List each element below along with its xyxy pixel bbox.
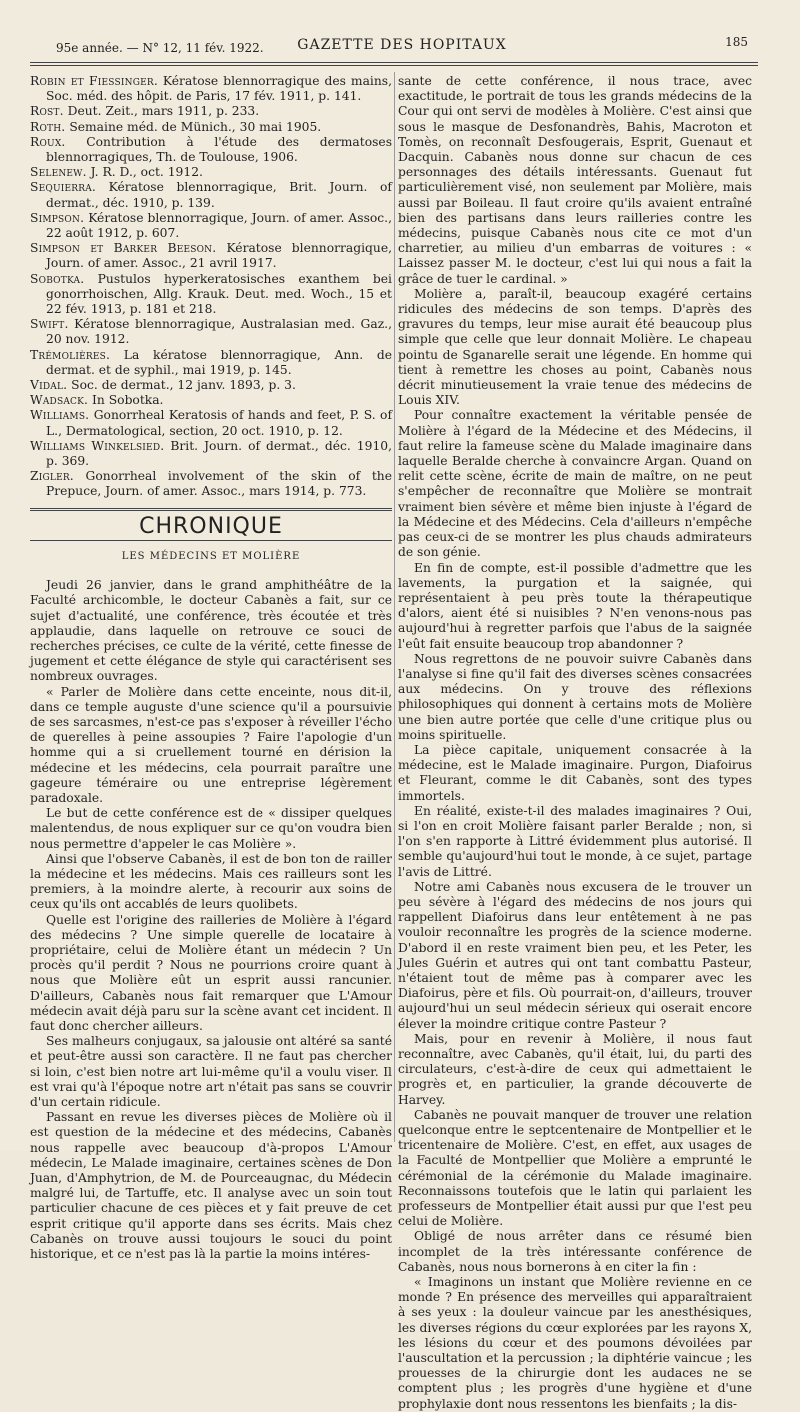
reference-author: Vidal.: [30, 378, 68, 393]
article-paragraph: « Parler de Molière dans cette enceinte, nous dit-il, dans ce temple auguste d'une science qu'il a poursuivie de ses sarcasmes, n'est-ce pas s'exposer à réveiller l'écho de querelles à peine assoupies ? Faire l'apologie d'un homme qui a si cruellement tourné en dérision la médecine et les médecins, cela pourrait paraître une gageure téméraire ou une entreprise légèrement paradoxale.: [30, 684, 392, 805]
article-paragraph: Le but de cette conférence est de « dissiper quelques malentendus, de nous expliquer sur ce qu'on voudra bien nous permettre d'appeler le cas Molière ».: [30, 806, 392, 851]
reference-entry: [30, 317, 392, 347]
reference-text: Contribution à l'étude des dermatoses blennorragiques, Th. de Toulouse, 1906.: [46, 134, 392, 165]
reference-author: Zigler.: [30, 469, 74, 484]
article-paragraph: Jeudi 26 janvier, dans le grand amphithéâtre de la Faculté archicomble, le docteur Cabanès a fait, sur ce sujet d'actualité, une conférence, très écoutée et très applaudie, dans laquelle on retrouve ce souci de recherches précises, ce culte de la vérité, cette finesse de jugement et cette élégance de style qui caractérisent ses nombreux ouvrages.: [30, 578, 392, 684]
article-paragraph: Passant en revue les diverses pièces de Molière où il est question de la médecine et des médecins, Cabanès nous rappelle avec beaucoup d'à-propos L'Amour médecin, Le Malade imaginaire, certaines scènes de Don Juan, d'Amphytrion, de M. de Pourceaugnac, du Médecin malgré lui, de Tartuffe, etc. Il analyse avec un soin tout particulier chacune de ces pièces et y fait preuve de cet esprit critique qu'il apporte dans ses écrits. Mais chez Cabanès on trouve aussi toujours le souci du point historique, et ce n'est pas là la partie la moins intéres-: [30, 1110, 392, 1262]
article-left-text: [30, 578, 392, 1262]
reference-author: Rost.: [30, 104, 64, 119]
article-paragraph: Obligé de nous arrêter dans ce résumé bien incomplet de la très intéressante conférence de Cabanès, nous nous bornerons à en citer la fin :: [398, 1229, 752, 1274]
reference-author: Williams.: [30, 408, 90, 423]
reference-author: Simpson et Barker Beeson.: [30, 241, 217, 256]
reference-text: La kératose blennorragique, Ann. de dermat. et de syphil., mai 1919, p. 145.: [46, 347, 392, 377]
article-paragraph: Ainsi que l'observe Cabanès, il est de bon ton de railler la médecine et les médecins. Mais ces railleurs sont les premiers, à la moindre alerte, à recourir aux soins de ceux qu'ils ont accablés de leurs quolibets.: [30, 851, 392, 912]
issue-info: 95e année. — N° 12, 11 fév. 1922.: [56, 41, 264, 55]
reference-text: Kératose blennorragique des mains, Soc. méd. des hôpit. de Paris, 17 fév. 1911, p. 141.: [46, 74, 392, 104]
journal-title: GAZETTE DES HOPITAUX: [297, 37, 507, 53]
reference-text: Deut. Zeit., mars 1911, p. 233.: [63, 104, 260, 119]
article-paragraph: Mais, pour en revenir à Molière, il nous faut reconnaître, avec Cabanès, qu'il était, lui, du parti des circulateurs, c'est-à-dire de ceux qui admettaient le progrès et, en particulier, la grande découverte de Harvey.: [398, 1031, 752, 1107]
article-paragraph: Nous regrettons de ne pouvoir suivre Cabanès dans l'analyse si fine qu'il fait des diverses scènes consacrées aux médecins. On y trouve des réflexions philosophiques qui donnent à certains mots de Molière une bien autre portée que celle d'une critique plus ou moins spirituelle.: [398, 651, 752, 742]
reference-text: Kératose blennorragique, Journ. of amer. Assoc., 21 avril 1917.: [46, 241, 393, 271]
section-title: CHRONIQUE: [139, 513, 283, 539]
reference-entry: [30, 74, 392, 104]
article-paragraph: Molière a, paraît-il, beaucoup exagéré certains ridicules des médecins de son temps. D'après des gravures du temps, leur mise aurait été beaucoup plus simple que celle que leur donnait Molière. Le chapeau pointu de Sganarelle serait une légende. En homme qui tient à remettre les choses au point, Cabanès nous décrit minutieusement la vraie tenue des médecins de Louis XIV.: [398, 286, 752, 408]
article-paragraph: « Imaginons un instant que Molière revienne en ce monde ? En présence des merveilles qui apparaîtraient à ses yeux : la douleur vaincue par les anesthésiques, les diverses régions du cœur explorées par les rayons X, les lésions du cœur et des poumons dévoilées par l'auscultation et la percussion ; la diphtérie vaincue ; les prouesses de la chirurgie dont les audaces ne se comptent plus ; les progrès d'une hygiène et d'une prophylaxie dont nous ressentons les bienfaits ; la dis-: [398, 1275, 752, 1411]
reference-text: Kératose blennorragique, Brit. Journ. of dermat., déc. 1910, p. 139.: [46, 180, 392, 210]
reference-author: Robin et Fiessinger.: [30, 74, 158, 88]
article-paragraph: Ses malheurs conjugaux, sa jalousie ont altéré sa santé et peut-être aussi son caractère. Il ne faut pas chercher si loin, c'est bien notre art lui-même qu'il a voulu viser. Il est vrai qu'à l'époque notre art n'était pas sans se couvrir d'un certain ridicule.: [30, 1034, 392, 1109]
article-paragraph: La pièce capitale, uniquement consacrée à la médecine, est le Malade imaginaire. Purgon, Diafoirus et Fleurant, comme le dit Cabanès, sont des types immortels.: [398, 742, 752, 803]
reference-author: Wadsack.: [30, 393, 89, 408]
article-paragraph: sante de cette conférence, il nous trace, avec exactitude, le portrait de tous les grands médecins de la Cour qui ont servi de modèles à Molière. C'est ainsi que sous le masque de Desfonandrès, Bahis, Macroton et Tomès, on reconnaît Desfougerais, Esprit, Guenaut et Dacquin. Cabanès nous donne sur chacun de ces personnages des détails intéressants. Guenaut fut particulièrement visé, non seulement par Molière, mais aussi par Boileau. Il faut croire qu'ils avaient entraîné bien des partisans dans leurs railleries contre les médecins, puisque Cabanès nous cite ce mot d'un charretier, au milieu d'un embarras de voitures : « Laissez passer M. le docteur, c'est lui qui nous a fait la grâce de tuer le cardinal. »: [398, 74, 752, 286]
reference-author: Roth.: [30, 119, 66, 134]
reference-text: In Sobotka.: [88, 393, 164, 408]
reference-list: [30, 74, 392, 500]
reference-entry: [30, 393, 392, 408]
left-column: [30, 74, 393, 1262]
reference-entry: [30, 439, 392, 469]
article-paragraph: Quelle est l'origine des railleries de Molière à l'égard des médecins ? Une simple querelle de locataire à propriétaire, celui de Molière étant un médecin ? Un procès qu'il perdit ? Nous ne pourrions croire quant à nous que Molière eût un esprit aussi rancunier. D'ailleurs, Cabanès nous fait remarquer que L'Amour médecin avait déjà paru sur la scène avant cet incident. Il faut donc chercher ailleurs.: [30, 912, 392, 1033]
article-paragraph: Notre ami Cabanès nous excusera de le trouver un peu sévère à l'égard des médecins de nos jours qui rappellent Diafoirus dans leur entêtement à ne pas vouloir reconnaître les progrès de la science moderne. D'abord il en reste vraiment bien peu, et les Peter, les Jules Guérin et autres qui ont tant combattu Pasteur, n'étaient tout de même pas à comparer avec les Diafoirus, père et fils. Où pourrait-on, d'ailleurs, trouver aujourd'hui un seul médecin sérieux qui oserait encore élever la moindre critique contre Pasteur ?: [398, 879, 752, 1031]
reference-entry: [30, 272, 392, 318]
reference-entry: [30, 120, 392, 135]
article-paragraph: Pour connaître exactement la véritable pensée de Molière à l'égard de la Médecine et des Médecins, il faut relire la fameuse scène du Malade imaginaire dans laquelle Beralde cherche à convaincre Argan. Quand on relit cette scène, écrite de main de maître, on ne peut s'empêcher de reconnaître que Molière se montrait vraiment bien sévère et même bien injuste à l'égard de la Médecine et des Médecins. Cela d'ailleurs n'empêche pas ceux-ci de se montrer les plus chauds admirateurs de son génie.: [398, 408, 752, 560]
reference-text: Soc. de dermat., 12 janv. 1893, p. 3.: [67, 378, 296, 393]
right-column: [398, 74, 752, 1411]
reference-text: Semaine méd. de Münich., 30 mai 1905.: [65, 119, 322, 134]
reference-entry: [30, 378, 392, 393]
reference-entry: [30, 211, 392, 241]
reference-text: Pustulos hyperkeratosisches exanthem bei gonorrhoischen, Allg. Krauk. Deut. med. Woch., 15 et 22 fév. 1913, p. 181 et 218.: [46, 271, 392, 317]
reference-author: Sobotka.: [30, 271, 85, 286]
reference-entry: [30, 180, 392, 210]
reference-author: Trémolières.: [30, 347, 111, 362]
header-rule-top: [30, 62, 758, 63]
reference-text: Kératose blennorragique, Australasian med. Gaz., 20 nov. 1912.: [46, 317, 392, 347]
article-subtitle: LES MÉDECINS ET MOLIÈRE: [121, 550, 301, 562]
reference-entry: [30, 408, 392, 438]
reference-author: Williams Winkelsied.: [30, 438, 165, 453]
header-rule-bottom: [30, 65, 758, 66]
reference-entry: [30, 135, 392, 165]
reference-entry: [30, 348, 392, 378]
reference-entry: [30, 469, 392, 499]
article-right-text: [398, 74, 752, 1412]
reference-author: Roux.: [30, 134, 66, 149]
reference-entry: [30, 165, 392, 180]
reference-text: Brit. Journ. of dermat., déc. 1910, p. 369.: [46, 438, 392, 469]
article-paragraph: En fin de compte, est-il possible d'admettre que les lavements, la purgation et la saignée, qui représentaient à peu près toute la thérapeutique d'alors, aient été si nuisibles ? N'en venons-nous pas aujourd'hui à regretter parfois que l'abus de la saignée l'eût fait ensuite beaucoup trop abandonner ?: [398, 560, 752, 651]
reference-text: Kératose blennorragique, Journ. of amer. Assoc., 22 août 1912, p. 607.: [46, 210, 392, 241]
page-header: [56, 33, 748, 59]
column-separator: [394, 72, 395, 1142]
reference-author: Swift.: [30, 317, 69, 332]
article-paragraph: En réalité, existe-t-il des malades imaginaires ? Oui, si l'on en croit Molière faisant parler Beralde ; non, si l'on s'en rapporte à Littré évidemment plus autorisé. Il semble qu'aujourd'hui tout le monde, à ce sujet, partage l'avis de Littré.: [398, 803, 752, 879]
reference-text: Gonorrheal involvement of the skin of the Prepuce, Journ. of amer. Assoc., mars 1914, p. 773.: [46, 469, 392, 499]
reference-entry: [30, 104, 392, 119]
reference-author: Selenew.: [30, 165, 87, 180]
reference-entry: [30, 241, 392, 271]
section-separator: [30, 508, 392, 511]
reference-author: Simpson.: [30, 210, 85, 225]
page-number: 185: [725, 35, 748, 49]
section-title-rule: [30, 540, 392, 541]
reference-author: Sequierra.: [30, 180, 97, 195]
reference-text: J. R. D., oct. 1912.: [86, 165, 203, 180]
article-paragraph: Cabanès ne pouvait manquer de trouver une relation quelconque entre le septcentenaire de Montpellier et le tricentenaire de Molière. C'est, en effet, aux usages de la Faculté de Montpellier que Molière a emprunté le cérémonial de la cérémonie du Malade imaginaire. Reconnaissons toutefois que le latin qui parlaient les professeurs de Montpellier était aussi pur que l'est peu celui de Molière.: [398, 1107, 752, 1229]
reference-text: Gonorrheal Keratosis of hands and feet, P. S. of L., Dermatological, section, 20 oct. 1910, p. 12.: [46, 408, 392, 438]
